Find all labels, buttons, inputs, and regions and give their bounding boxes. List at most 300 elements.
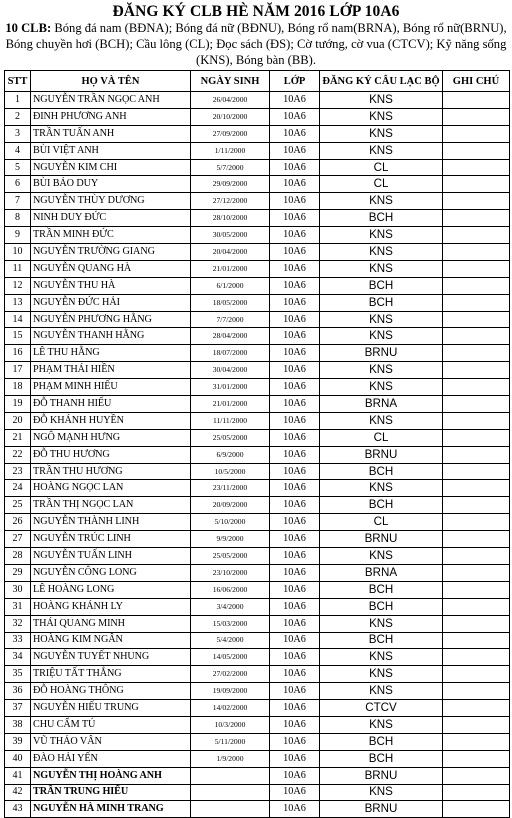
row-dob: 5/4/2000: [191, 632, 270, 649]
row-club: BCH: [320, 598, 443, 615]
row-name: TRIỆU TẤT THẮNG: [31, 666, 191, 683]
table-row: [5, 260, 510, 277]
row-stt: 14: [5, 311, 31, 328]
row-class: 10A6: [270, 311, 320, 328]
row-note: [443, 244, 510, 261]
row-class: 10A6: [270, 497, 320, 514]
row-name: NGÔ MẠNH HƯNG: [31, 429, 191, 446]
row-name: NGUYỄN THANH HẰNG: [31, 328, 191, 345]
row-stt: 18: [5, 379, 31, 396]
club-list-intro: [4, 20, 508, 68]
row-name: LÊ THU HẰNG: [31, 345, 191, 362]
row-stt: 36: [5, 683, 31, 700]
row-club: BRNU: [320, 801, 443, 818]
table-row: [5, 480, 510, 497]
table-row: [5, 210, 510, 227]
row-class: 10A6: [270, 92, 320, 109]
row-club: KNS: [320, 328, 443, 345]
row-note: [443, 564, 510, 581]
row-name: NGUYỄN KIM CHI: [31, 159, 191, 176]
row-stt: 33: [5, 632, 31, 649]
row-club: BCH: [320, 750, 443, 767]
row-name: NGUYỄN THỊ HOÀNG ANH: [31, 767, 191, 784]
row-class: 10A6: [270, 564, 320, 581]
row-note: [443, 750, 510, 767]
row-stt: 20: [5, 412, 31, 429]
row-name: ĐINH PHƯƠNG ANH: [31, 108, 191, 125]
row-dob: 5/7/2000: [191, 159, 270, 176]
row-stt: 4: [5, 142, 31, 159]
row-stt: 30: [5, 581, 31, 598]
row-club: BRNU: [320, 446, 443, 463]
table-row: [5, 564, 510, 581]
row-stt: 41: [5, 767, 31, 784]
row-club: KNS: [320, 142, 443, 159]
row-dob: 9/9/2000: [191, 531, 270, 548]
intro-text: Bóng đá nam (BĐNA); Bóng đá nữ (BĐNU), Bóng rổ nam(BRNA), Bóng rổ nữ(BRNU), Bóng chuyền hơi (BCH); Cầu lông (CL); Đọc sách (ĐS); Cờ tướng, cờ vua (CTCV); Kỹ năng sống (KNS), Bóng bàn (BB).: [5, 21, 507, 67]
row-dob: 15/03/2000: [191, 615, 270, 632]
row-name: NGUYỄN THÙY DƯƠNG: [31, 193, 191, 210]
row-dob: 28/10/2000: [191, 210, 270, 227]
row-club: CL: [320, 159, 443, 176]
row-dob: 16/06/2000: [191, 581, 270, 598]
row-name: NGUYỄN TUYẾT NHUNG: [31, 649, 191, 666]
row-note: [443, 176, 510, 193]
row-club: BCH: [320, 497, 443, 514]
row-dob: 20/04/2000: [191, 244, 270, 261]
row-stt: 5: [5, 159, 31, 176]
row-dob: 20/10/2000: [191, 108, 270, 125]
row-stt: 7: [5, 193, 31, 210]
row-class: 10A6: [270, 429, 320, 446]
row-note: [443, 396, 510, 413]
row-note: [443, 379, 510, 396]
row-note: [443, 142, 510, 159]
row-club: KNS: [320, 193, 443, 210]
row-stt: 37: [5, 700, 31, 717]
table-row: [5, 446, 510, 463]
row-club: KNS: [320, 412, 443, 429]
row-note: [443, 463, 510, 480]
row-dob: [191, 801, 270, 818]
row-name: ĐỖ THANH HIẾU: [31, 396, 191, 413]
table-row: [5, 142, 510, 159]
row-note: [443, 716, 510, 733]
row-stt: 39: [5, 733, 31, 750]
table-row: [5, 497, 510, 514]
row-stt: 1: [5, 92, 31, 109]
row-dob: 19/09/2000: [191, 683, 270, 700]
row-name: NGUYỄN QUANG HÀ: [31, 260, 191, 277]
table-row: [5, 531, 510, 548]
row-stt: 29: [5, 564, 31, 581]
row-class: 10A6: [270, 683, 320, 700]
row-note: [443, 598, 510, 615]
row-class: 10A6: [270, 750, 320, 767]
table-row: [5, 328, 510, 345]
row-note: [443, 801, 510, 818]
header-note: GHI CHÚ: [443, 71, 510, 92]
row-club: BCH: [320, 277, 443, 294]
row-name: PHẠM THÁI HIỀN: [31, 362, 191, 379]
row-note: [443, 210, 510, 227]
row-club: KNS: [320, 244, 443, 261]
row-name: ĐỖ THU HƯƠNG: [31, 446, 191, 463]
row-class: 10A6: [270, 345, 320, 362]
row-stt: 3: [5, 125, 31, 142]
row-club: BCH: [320, 632, 443, 649]
header-dob: NGÀY SINH: [191, 71, 270, 92]
table-row: [5, 598, 510, 615]
row-club: KNS: [320, 784, 443, 801]
row-class: 10A6: [270, 446, 320, 463]
row-class: 10A6: [270, 108, 320, 125]
row-note: [443, 277, 510, 294]
table-row: [5, 125, 510, 142]
row-class: 10A6: [270, 784, 320, 801]
row-stt: 27: [5, 531, 31, 548]
row-club: CL: [320, 429, 443, 446]
row-name: TRẦN TRUNG HIẾU: [31, 784, 191, 801]
table-row: [5, 396, 510, 413]
row-class: 10A6: [270, 666, 320, 683]
row-class: 10A6: [270, 277, 320, 294]
row-note: [443, 649, 510, 666]
row-club: BRNA: [320, 564, 443, 581]
row-name: ĐỖ KHÁNH HUYỀN: [31, 412, 191, 429]
row-class: 10A6: [270, 463, 320, 480]
table-row: [5, 716, 510, 733]
row-class: 10A6: [270, 581, 320, 598]
table-row: [5, 463, 510, 480]
row-class: 10A6: [270, 412, 320, 429]
row-club: KNS: [320, 666, 443, 683]
row-class: 10A6: [270, 396, 320, 413]
header-stt: STT: [5, 71, 31, 92]
row-club: CL: [320, 176, 443, 193]
row-dob: 5/10/2000: [191, 514, 270, 531]
row-note: [443, 632, 510, 649]
row-dob: 23/10/2000: [191, 564, 270, 581]
row-name: TRẦN THỊ NGỌC LAN: [31, 497, 191, 514]
row-name: BÙI VIỆT ANH: [31, 142, 191, 159]
intro-lead: 10 CLB:: [5, 21, 52, 35]
row-dob: 21/01/2000: [191, 260, 270, 277]
row-dob: 1/11/2000: [191, 142, 270, 159]
row-class: 10A6: [270, 733, 320, 750]
table-row: [5, 412, 510, 429]
row-club: KNS: [320, 480, 443, 497]
row-dob: 23/11/2000: [191, 480, 270, 497]
row-name: NGUYỄN THÀNH LINH: [31, 514, 191, 531]
row-name: NGUYỄN TRƯỜNG GIANG: [31, 244, 191, 261]
row-dob: 31/01/2000: [191, 379, 270, 396]
row-stt: 8: [5, 210, 31, 227]
row-dob: 25/05/2000: [191, 429, 270, 446]
row-class: 10A6: [270, 362, 320, 379]
table-header-row: [5, 71, 510, 92]
row-class: 10A6: [270, 548, 320, 565]
row-note: [443, 311, 510, 328]
row-dob: 25/05/2000: [191, 548, 270, 565]
row-club: BCH: [320, 733, 443, 750]
row-dob: 6/1/2000: [191, 277, 270, 294]
row-name: NGUYỄN THU HÀ: [31, 277, 191, 294]
row-note: [443, 548, 510, 565]
row-stt: 16: [5, 345, 31, 362]
row-name: VŨ THẢO VÂN: [31, 733, 191, 750]
row-class: 10A6: [270, 379, 320, 396]
row-stt: 10: [5, 244, 31, 261]
row-dob: 20/09/2000: [191, 497, 270, 514]
table-row: [5, 683, 510, 700]
row-stt: 13: [5, 294, 31, 311]
row-note: [443, 514, 510, 531]
row-stt: 28: [5, 548, 31, 565]
row-stt: 19: [5, 396, 31, 413]
row-stt: 9: [5, 227, 31, 244]
table-row: [5, 193, 510, 210]
header-club: ĐĂNG KÝ CÂU LẠC BỘ: [320, 71, 443, 92]
row-club: KNS: [320, 548, 443, 565]
row-club: BCH: [320, 210, 443, 227]
row-dob: 3/4/2000: [191, 598, 270, 615]
row-dob: [191, 784, 270, 801]
row-dob: 27/12/2000: [191, 193, 270, 210]
row-club: BCH: [320, 294, 443, 311]
row-class: 10A6: [270, 142, 320, 159]
row-note: [443, 362, 510, 379]
table-row: [5, 159, 510, 176]
row-note: [443, 767, 510, 784]
row-dob: 7/7/2000: [191, 311, 270, 328]
row-dob: 10/3/2000: [191, 716, 270, 733]
table-row: [5, 733, 510, 750]
row-club: KNS: [320, 362, 443, 379]
row-stt: 24: [5, 480, 31, 497]
row-class: 10A6: [270, 632, 320, 649]
row-name: NINH DUY ĐỨC: [31, 210, 191, 227]
row-dob: 11/11/2000: [191, 412, 270, 429]
table-row: [5, 362, 510, 379]
row-dob: 14/02/2000: [191, 700, 270, 717]
page-title: ĐĂNG KÝ CLB HÈ NĂM 2016 LỚP 10A6: [112, 3, 400, 20]
row-note: [443, 531, 510, 548]
row-dob: 14/05/2000: [191, 649, 270, 666]
table-row: [5, 244, 510, 261]
row-note: [443, 227, 510, 244]
row-club: BRNA: [320, 396, 443, 413]
row-class: 10A6: [270, 716, 320, 733]
row-dob: [191, 767, 270, 784]
table-row: [5, 615, 510, 632]
table-row: [5, 700, 510, 717]
row-name: HOÀNG KIM NGÂN: [31, 632, 191, 649]
row-dob: 30/04/2000: [191, 362, 270, 379]
row-name: ĐÀO HẢI YẾN: [31, 750, 191, 767]
row-name: NGUYỄN PHƯƠNG HẰNG: [31, 311, 191, 328]
row-name: BÙI BẢO DUY: [31, 176, 191, 193]
row-stt: 25: [5, 497, 31, 514]
row-club: KNS: [320, 260, 443, 277]
table-row: [5, 666, 510, 683]
row-class: 10A6: [270, 598, 320, 615]
row-club: BRNU: [320, 531, 443, 548]
table-row: [5, 294, 510, 311]
row-name: TRẦN THU HƯƠNG: [31, 463, 191, 480]
row-stt: 6: [5, 176, 31, 193]
table-row: [5, 379, 510, 396]
row-name: HOÀNG NGỌC LAN: [31, 480, 191, 497]
row-name: THÁI QUANG MINH: [31, 615, 191, 632]
row-class: 10A6: [270, 767, 320, 784]
row-club: CTCV: [320, 700, 443, 717]
row-class: 10A6: [270, 244, 320, 261]
row-club: KNS: [320, 125, 443, 142]
row-name: NGUYỄN TRÚC LINH: [31, 531, 191, 548]
row-club: KNS: [320, 311, 443, 328]
table-row: [5, 277, 510, 294]
table-row: [5, 176, 510, 193]
row-note: [443, 784, 510, 801]
row-note: [443, 125, 510, 142]
row-stt: 42: [5, 784, 31, 801]
row-note: [443, 328, 510, 345]
row-note: [443, 159, 510, 176]
row-club: KNS: [320, 108, 443, 125]
row-class: 10A6: [270, 649, 320, 666]
row-name: PHẠM MINH HIẾU: [31, 379, 191, 396]
row-class: 10A6: [270, 294, 320, 311]
table-body: [5, 92, 510, 818]
row-dob: 27/09/2000: [191, 125, 270, 142]
row-class: 10A6: [270, 514, 320, 531]
row-name: TRẦN MINH ĐỨC: [31, 227, 191, 244]
table-row: [5, 767, 510, 784]
table-row: [5, 514, 510, 531]
row-club: KNS: [320, 716, 443, 733]
row-dob: 21/01/2000: [191, 396, 270, 413]
row-note: [443, 294, 510, 311]
table-row: [5, 108, 510, 125]
row-dob: 18/07/2000: [191, 345, 270, 362]
registration-table: [4, 70, 510, 818]
row-stt: 40: [5, 750, 31, 767]
table-row: [5, 649, 510, 666]
row-note: [443, 429, 510, 446]
row-name: NGUYỄN HÀ MINH TRANG: [31, 801, 191, 818]
row-stt: 38: [5, 716, 31, 733]
row-dob: 1/9/2000: [191, 750, 270, 767]
table-row: [5, 345, 510, 362]
row-class: 10A6: [270, 615, 320, 632]
row-dob: 30/05/2000: [191, 227, 270, 244]
row-dob: 10/5/2000: [191, 463, 270, 480]
row-class: 10A6: [270, 328, 320, 345]
row-name: CHU CẨM TÚ: [31, 716, 191, 733]
table-row: [5, 227, 510, 244]
row-dob: 18/05/2000: [191, 294, 270, 311]
table-row: [5, 548, 510, 565]
row-club: BRNU: [320, 345, 443, 362]
row-stt: 35: [5, 666, 31, 683]
row-club: KNS: [320, 649, 443, 666]
row-stt: 17: [5, 362, 31, 379]
table-row: [5, 311, 510, 328]
table-row: [5, 801, 510, 818]
row-note: [443, 497, 510, 514]
row-name: ĐỖ HOÀNG THÔNG: [31, 683, 191, 700]
row-class: 10A6: [270, 700, 320, 717]
row-name: NGUYỄN TUẤN LINH: [31, 548, 191, 565]
row-stt: 22: [5, 446, 31, 463]
row-club: CL: [320, 514, 443, 531]
row-dob: 6/9/2000: [191, 446, 270, 463]
row-class: 10A6: [270, 531, 320, 548]
row-stt: 34: [5, 649, 31, 666]
header-class: LỚP: [270, 71, 320, 92]
row-class: 10A6: [270, 193, 320, 210]
row-stt: 43: [5, 801, 31, 818]
row-name: NGUYỄN CÔNG LONG: [31, 564, 191, 581]
row-stt: 31: [5, 598, 31, 615]
row-class: 10A6: [270, 801, 320, 818]
row-note: [443, 412, 510, 429]
row-note: [443, 733, 510, 750]
row-club: KNS: [320, 227, 443, 244]
row-class: 10A6: [270, 227, 320, 244]
table-row: [5, 581, 510, 598]
row-name: HOÀNG KHÁNH LY: [31, 598, 191, 615]
row-class: 10A6: [270, 210, 320, 227]
table-row: [5, 632, 510, 649]
row-stt: 23: [5, 463, 31, 480]
row-class: 10A6: [270, 480, 320, 497]
row-stt: 2: [5, 108, 31, 125]
row-stt: 15: [5, 328, 31, 345]
row-stt: 32: [5, 615, 31, 632]
row-class: 10A6: [270, 176, 320, 193]
row-note: [443, 446, 510, 463]
row-note: [443, 480, 510, 497]
row-club: BCH: [320, 463, 443, 480]
table-row: [5, 429, 510, 446]
row-note: [443, 700, 510, 717]
row-name: TRẦN TUẤN ANH: [31, 125, 191, 142]
row-dob: 5/11/2000: [191, 733, 270, 750]
row-club: BCH: [320, 581, 443, 598]
header-name: HỌ VÀ TÊN: [31, 71, 191, 92]
row-stt: 12: [5, 277, 31, 294]
row-note: [443, 615, 510, 632]
row-note: [443, 92, 510, 109]
row-dob: 27/02/2000: [191, 666, 270, 683]
row-stt: 26: [5, 514, 31, 531]
row-name: NGUYỄN TRẦN NGỌC ANH: [31, 92, 191, 109]
row-note: [443, 683, 510, 700]
row-class: 10A6: [270, 260, 320, 277]
row-name: NGUYỄN HIẾU TRUNG: [31, 700, 191, 717]
table-row: [5, 784, 510, 801]
row-name: NGUYỄN ĐỨC HẢI: [31, 294, 191, 311]
row-class: 10A6: [270, 159, 320, 176]
row-note: [443, 193, 510, 210]
row-dob: 28/04/2000: [191, 328, 270, 345]
row-stt: 11: [5, 260, 31, 277]
row-dob: 29/09/2000: [191, 176, 270, 193]
row-club: KNS: [320, 92, 443, 109]
row-name: LÊ HOÀNG LONG: [31, 581, 191, 598]
